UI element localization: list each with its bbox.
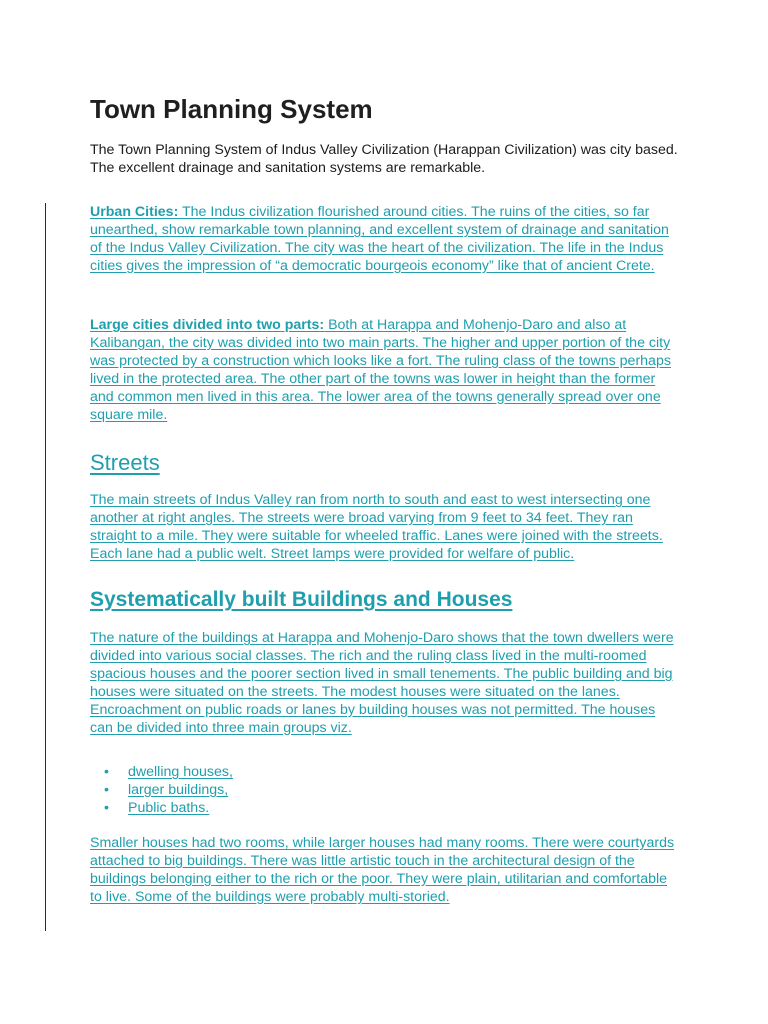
list-item-label: dwelling houses, (128, 764, 233, 780)
urban-cities-text: The Indus civilization flourished around cities. The ruins of the cities, so far unearthed, show remarkable town planning, and excellent system of drainage and sanitation of the Indus Valley Civilization. The city was the heart of the civilization. The life in the Indus cities gives the impression of “a democratic bourgeois economy” like that of ancient Crete. (90, 204, 669, 274)
list-item-label: Public baths. (128, 800, 210, 816)
page-margin-line (45, 203, 46, 931)
intro-paragraph: The Town Planning System of Indus Valley Civilization (Harappan Civilization) was city based. The excellent drainage and sanitation systems are remarkable. (90, 142, 678, 176)
house-groups-list (104, 763, 233, 817)
streets-heading[interactable]: Streets (90, 450, 160, 475)
large-cities-lead: Large cities divided into two parts: (90, 317, 325, 333)
list-item-label: larger buildings, (128, 782, 229, 798)
buildings-heading[interactable]: Systematically built Buildings and Houses (90, 588, 513, 611)
urban-cities-lead: Urban Cities: (90, 204, 179, 220)
buildings-paragraph[interactable]: The nature of the buildings at Harappa and Mohenjo-Daro shows that the town dwellers were divided into various social classes. The rich and the ruling class lived in the multi-roomed spacious houses and the poorer section lived in small tenements. The public building and big houses were situated on the streets. The modest houses were situated on the lanes. Encroachment on public roads or lanes by building houses was not permitted. The houses can be divided into three main groups viz. (90, 630, 674, 736)
bullet-icon: • (104, 782, 109, 798)
list-item[interactable] (104, 799, 233, 817)
list-item[interactable] (104, 781, 233, 799)
list-item[interactable] (104, 763, 233, 781)
house-sizes-paragraph[interactable]: Smaller houses had two rooms, while larger houses had many rooms. There were courtyards attached to big buildings. There was little artistic touch in the architectural design of the buildings belonging either to the rich or the poor. They were plain, utilitarian and comfortable to live. Some of the buildings were probably multi-storied. (90, 835, 675, 905)
page-title: Town Planning System (90, 94, 373, 124)
streets-paragraph[interactable]: The main streets of Indus Valley ran from north to south and east to west intersecting one another at right angles. The streets were broad varying from 9 feet to 34 feet. They ran straight to a mile. They were suitable for wheeled traffic. Lanes were joined with the streets. Each lane had a public welt. Street lamps were provided for welfare of public. (90, 492, 663, 562)
urban-cities-paragraph[interactable] (90, 204, 680, 276)
bullet-icon: • (104, 764, 109, 780)
large-cities-paragraph[interactable] (90, 317, 680, 424)
large-cities-text: Both at Harappa and Mohenjo-Daro and also at Kalibangan, the city was divided into two main parts. The higher and upper portion of the city was protected by a construction which looks like a fort. The ruling class of the towns perhaps lived in the protected area. The other part of the towns was lower in height than the former and common men lived in this area. The lower area of the towns generally spread over one square mile. (90, 317, 671, 423)
bullet-icon: • (104, 800, 109, 816)
